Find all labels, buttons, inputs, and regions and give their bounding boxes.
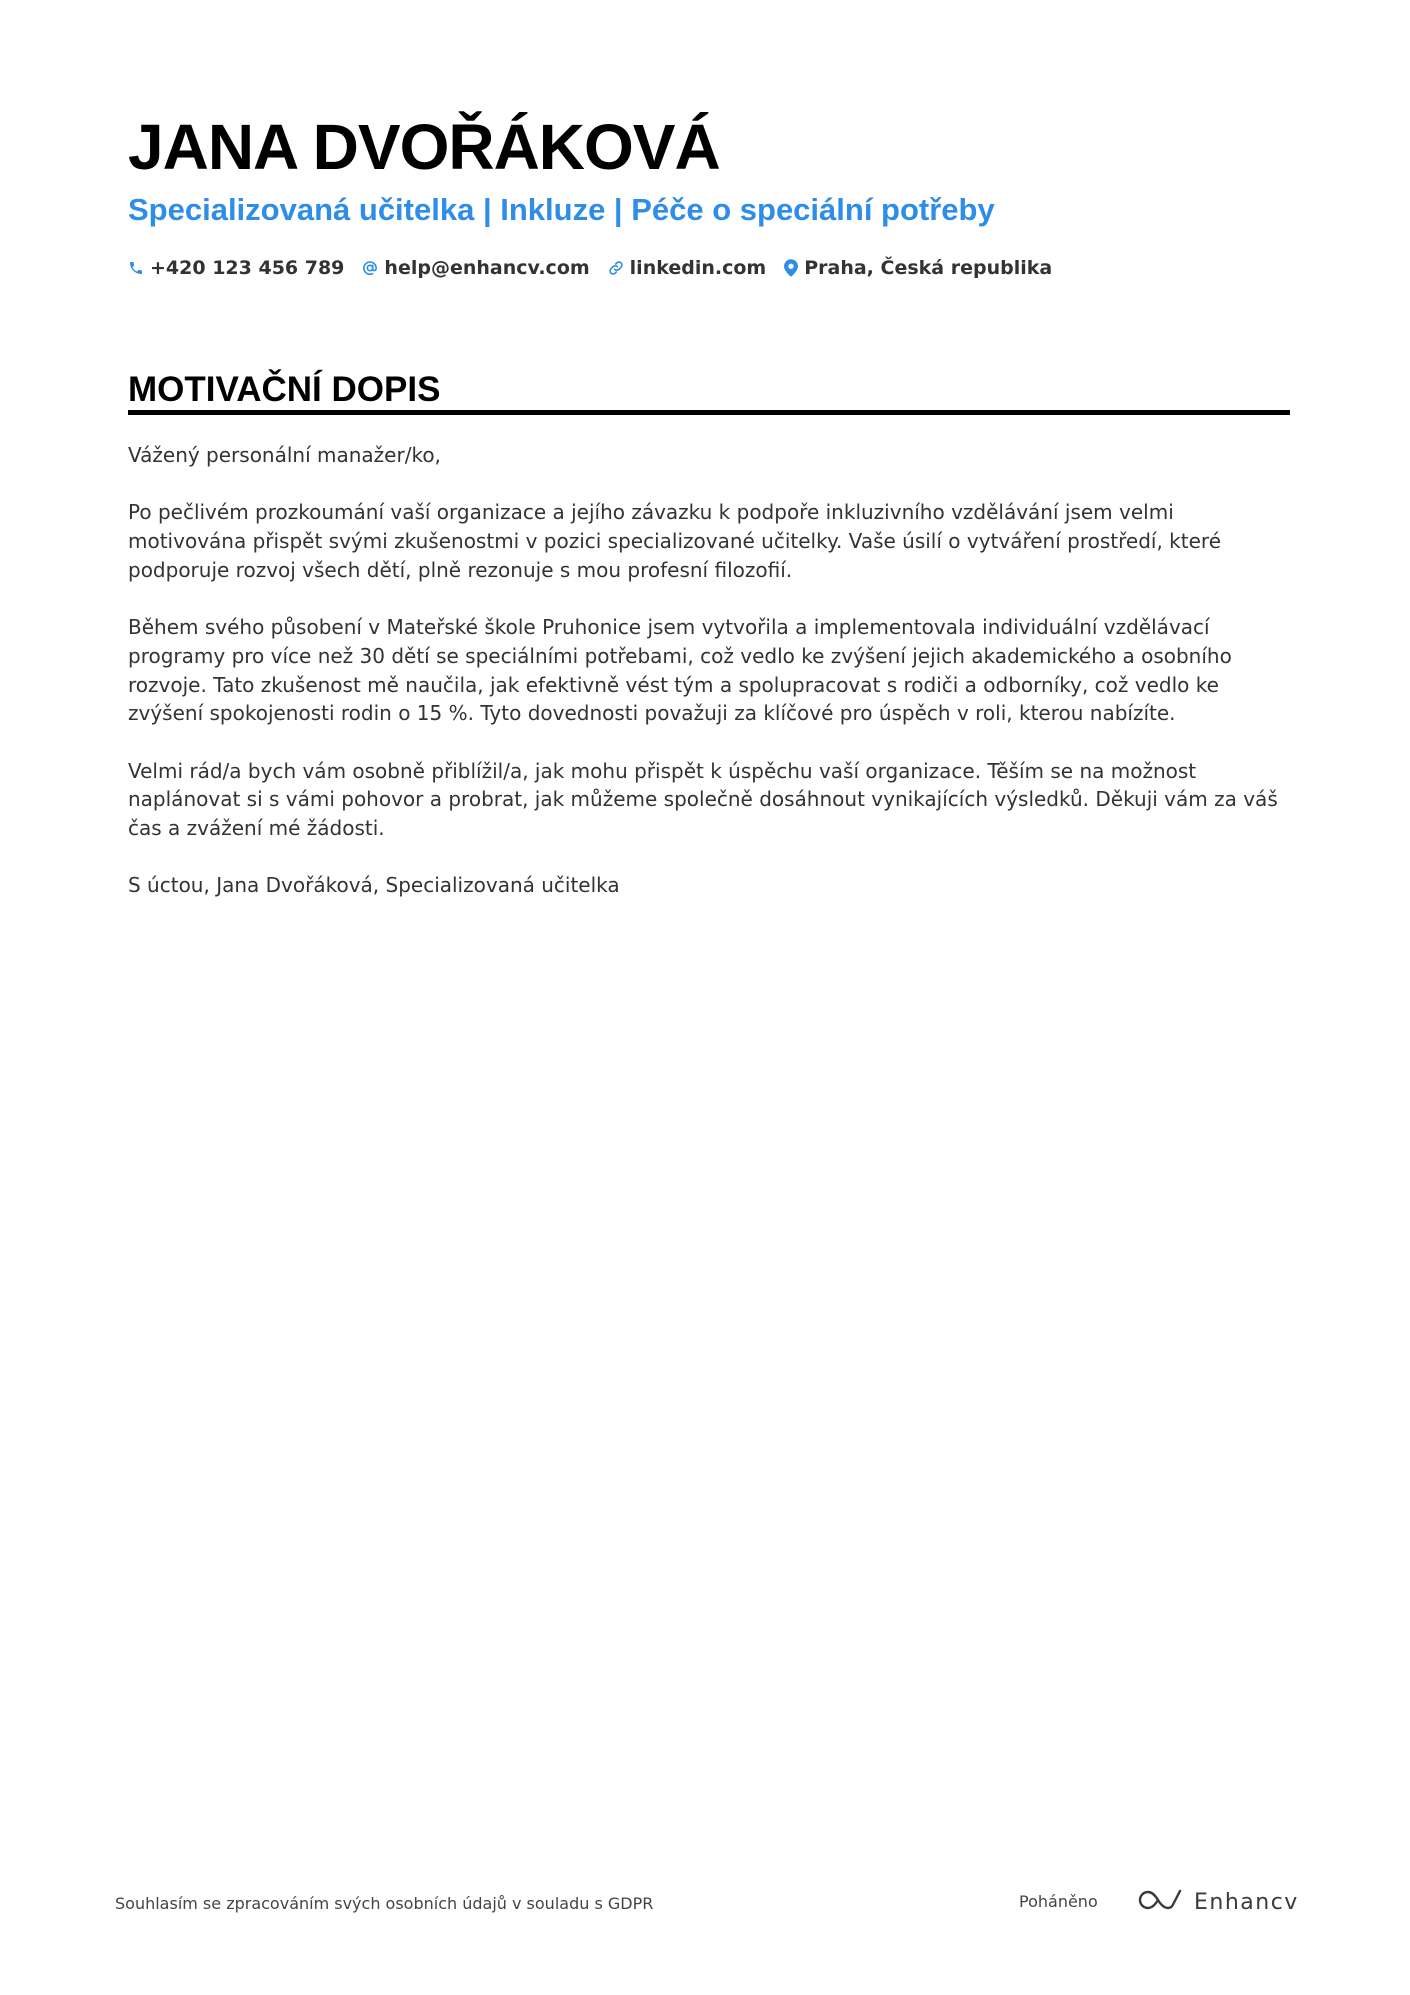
brand-name: Enhancv: [1194, 1889, 1299, 1915]
contact-phone[interactable]: [128, 257, 344, 279]
salutation: Vážený personální manažer/ko,: [128, 443, 441, 467]
location-text: Praha, Česká republika: [804, 257, 1053, 279]
contact-location: [784, 257, 1052, 279]
gdpr-consent: Souhlasím se zpracováním svých osobních údajů v souladu s GDPR: [115, 1894, 654, 1913]
email-address: help@enhancv.com: [384, 257, 590, 279]
closing: S úctou, Jana Dvořáková, Specializovaná učitelka: [128, 873, 620, 898]
link-icon: [608, 260, 624, 276]
letter-paragraph: Velmi rád/a bych vám osobně přiblížil/a, jak mohu přispět k úspěchu vaší organizace. Těším se na možnost naplánovat si s vámi pohovor a probrat, jak můžeme společně dosáhnout vynikajících výsledků. Děkuji vám za váš čas a zvážení mé žádosti.: [128, 758, 1278, 841]
letter-body: [128, 441, 1293, 929]
powered-by-label: Poháněno: [1019, 1892, 1098, 1911]
contact-email[interactable]: [362, 257, 589, 279]
candidate-name: JANA DVOŘÁKOVÁ: [128, 111, 720, 183]
phone-icon: [128, 260, 144, 276]
section-title: MOTIVAČNÍ DOPIS: [128, 370, 441, 409]
linkedin-url: linkedin.com: [629, 257, 767, 279]
contact-bar: [128, 253, 1052, 283]
phone-number: +420 123 456 789: [150, 257, 345, 279]
enhancv-logo-icon: [1138, 1887, 1184, 1917]
letter-paragraph: Po pečlivém prozkoumání vaší organizace a jejího závazku k podpoře inkluzivního vzdělávání jsem velmi motivována přispět svými zkušenostmi v pozici specializované učitelky. Vaše úsilí o vytváření prostředí, které podporuje rozvoj všech dětí, plně rezonuje s mou profesní filozofií.: [128, 500, 1221, 582]
letter-paragraph: Během svého působení v Mateřské škole Pruhonice jsem vytvořila a implementovala individuální vzdělávací programy pro více než 30 dětí se speciálními potřebami, což vedlo ke zvýšení jejich akademického a osobního rozvoje. Tato zkušenost mě naučila, jak efektivně vést tým a spolupracovat s rodiči a odborníky, což vedlo ke zvýšení spokojenosti rodin o 15 %. Tyto dovednosti považuji za klíčové pro úspěch v roli, kterou nabízíte.: [128, 615, 1232, 726]
candidate-headline: Specializovaná učitelka | Inkluze | Péče o speciální potřeby: [128, 192, 995, 227]
at-icon: [362, 260, 378, 276]
contact-linkedin[interactable]: [608, 257, 767, 279]
section-divider: [128, 410, 1290, 415]
location-pin-icon: [784, 259, 798, 277]
enhancv-brand[interactable]: [1138, 1880, 1299, 1924]
